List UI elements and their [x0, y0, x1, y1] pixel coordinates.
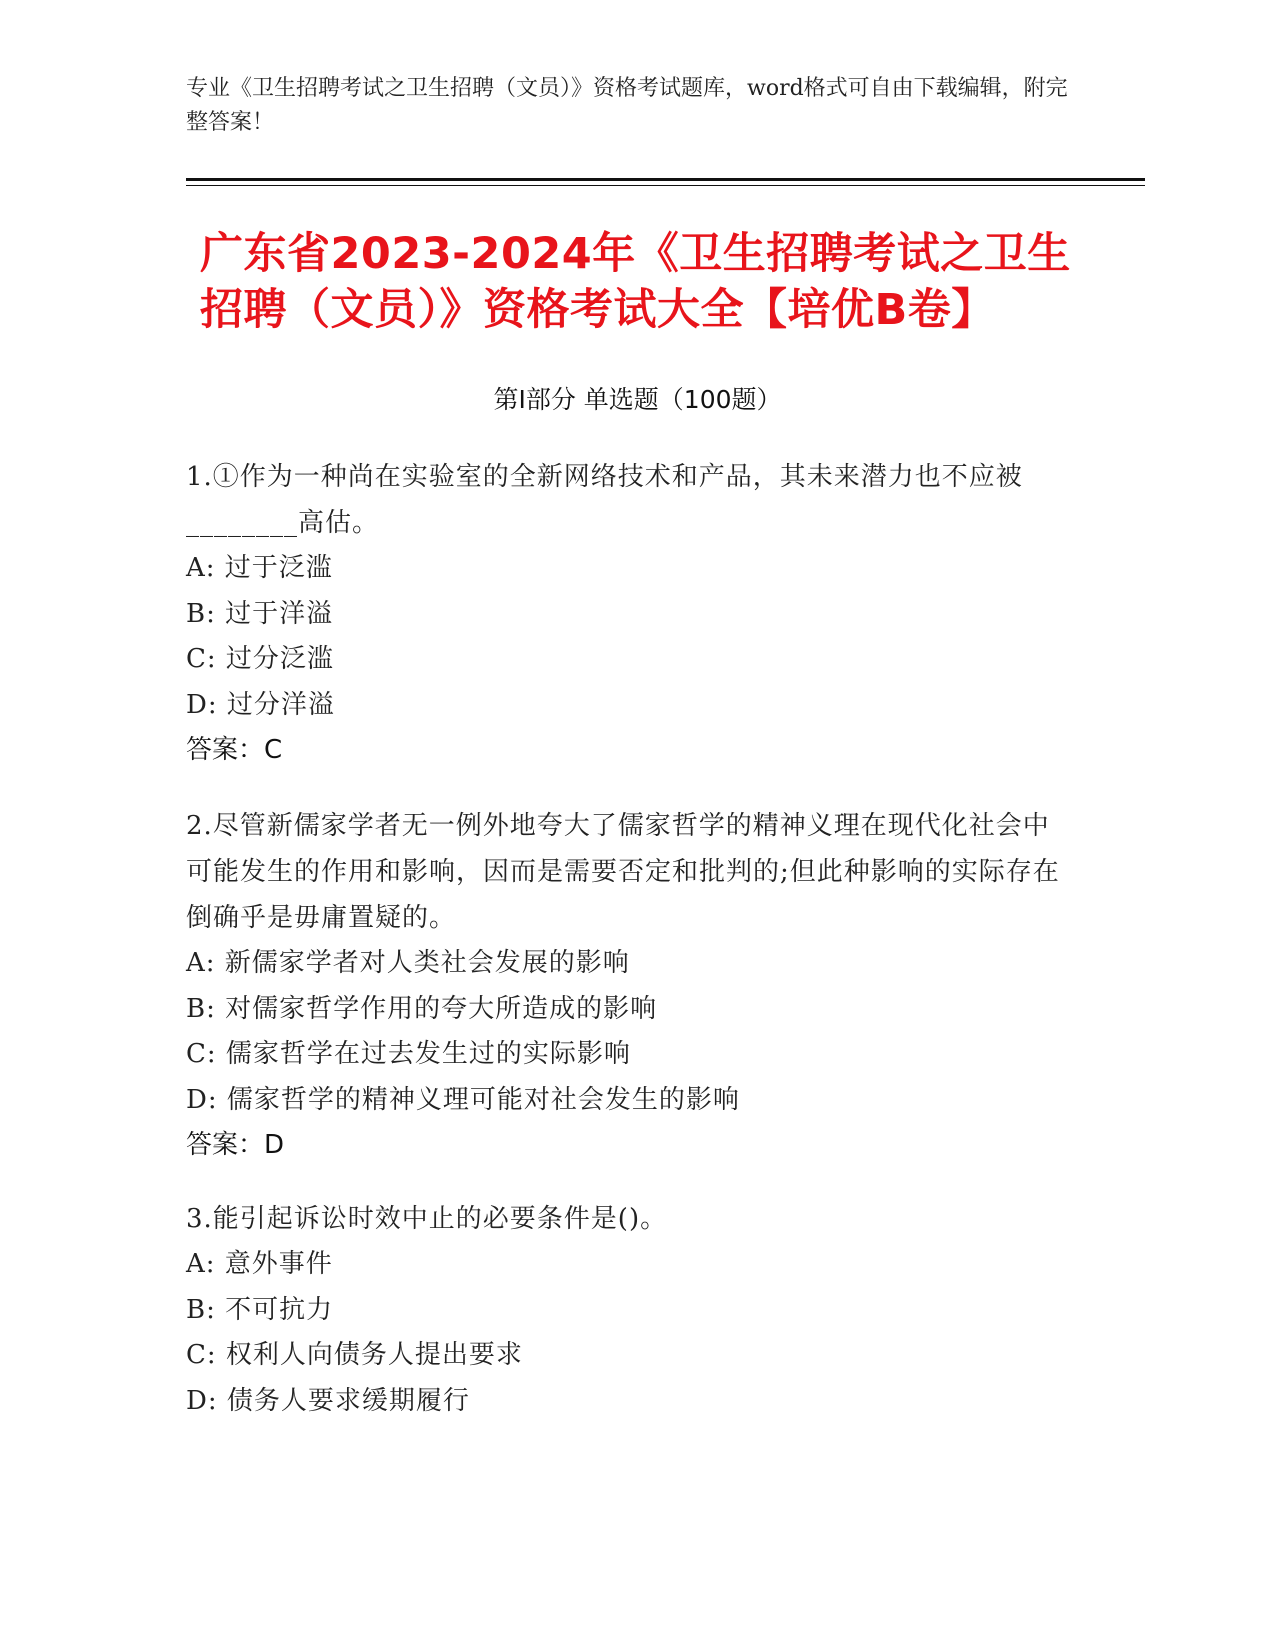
option-b: B: 对儒家哲学作用的夸大所造成的影响: [186, 993, 658, 1024]
question-2: [186, 803, 1066, 1169]
option-c: C: 权利人向债务人提出要求: [186, 1340, 523, 1370]
option-d: D: 债务人要求缓期履行: [186, 1385, 470, 1416]
answer: 答案：D: [186, 1130, 285, 1160]
question-stem: 2.尽管新儒家学者无一例外地夸大了儒家哲学的精神义理在现代化社会中可能发生的作用和影响，因而是需要否定和批判的;但此种影响的实际存在倒确乎是毋庸置疑的。: [186, 811, 1060, 933]
header-rule-thin: [186, 185, 1145, 186]
header-note: 专业《卫生招聘考试之卫生招聘（文员）》资格考试题库，word格式可自由下载编辑，附完整答案！: [186, 76, 1068, 135]
option-d: D: 儒家哲学的精神义理可能对社会发生的影响: [186, 1084, 740, 1115]
header-rule-thick: [186, 178, 1145, 181]
option-c: C: 儒家哲学在过去发生过的实际影响: [186, 1039, 631, 1069]
option-b: B: 不可抗力: [186, 1294, 334, 1325]
document-title: 广东省2023-2024年《卫生招聘考试之卫生招聘（文员）》资格考试大全【培优B卷】: [200, 229, 1071, 335]
option-a: A: 意外事件: [186, 1249, 333, 1279]
option-b: B: 过于洋溢: [186, 598, 334, 629]
option-d: D: 过分洋溢: [186, 689, 335, 720]
question-stem: 3.能引起诉讼时效中止的必要条件是()。: [186, 1204, 668, 1234]
option-a: A: 新儒家学者对人类社会发展的影响: [186, 948, 630, 978]
option-c: C: 过分泛滥: [186, 644, 334, 674]
answer: 答案：C: [186, 735, 283, 765]
question-1: [186, 454, 1066, 774]
option-a: A: 过于泛滥: [186, 553, 333, 583]
section-title: 第Ⅰ部分 单选题（100题）: [493, 385, 782, 414]
question-stem: 1.①作为一种尚在实验室的全新网络技术和产品，其未来潜力也不应被________高估。: [186, 462, 1023, 538]
question-3: [186, 1196, 1066, 1424]
